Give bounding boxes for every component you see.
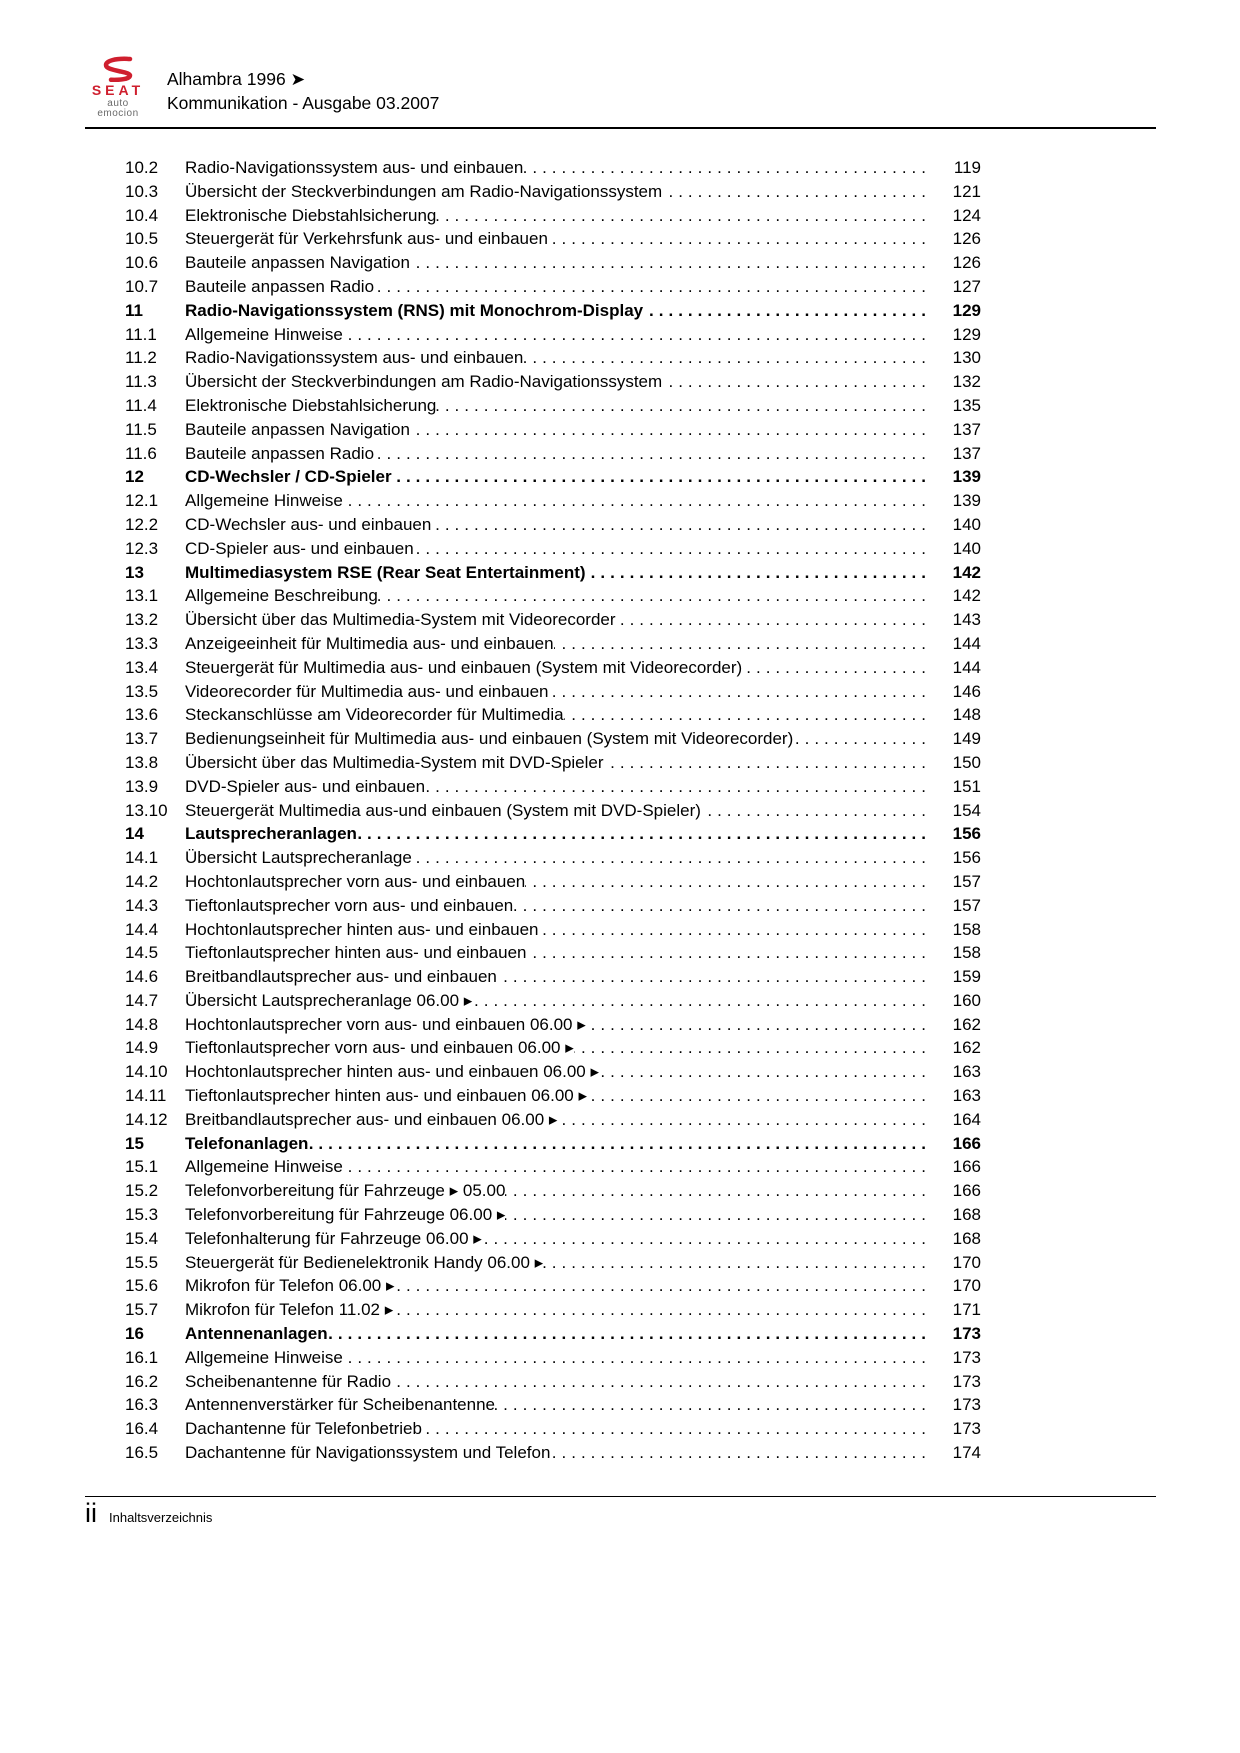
toc-entry-page: 142 bbox=[952, 562, 981, 582]
toc-entry-number: 11.1 bbox=[125, 324, 157, 344]
toc-entry-title: Hochtonlautsprecher hinten aus- und einbauen 06.00 ▸ bbox=[185, 1062, 599, 1082]
toc-entry-page: 159 bbox=[952, 967, 981, 987]
toc-dot-leader bbox=[414, 539, 937, 559]
toc-dot-leader bbox=[523, 348, 937, 368]
toc-dot-leader bbox=[586, 563, 937, 583]
toc-entry-number: 10.6 bbox=[125, 253, 159, 273]
toc-entry-page: 163 bbox=[952, 1062, 981, 1082]
toc-entry-number: 15.7 bbox=[125, 1300, 159, 1320]
toc-entry-page: 151 bbox=[952, 776, 981, 796]
toc-dot-leader bbox=[793, 729, 937, 749]
toc-entry-number: 11.2 bbox=[125, 348, 157, 368]
toc-entry-number: 15.3 bbox=[125, 1205, 159, 1225]
toc-dot-leader bbox=[599, 1062, 937, 1082]
toc-entry-title: Mikrofon für Telefon 06.00 ▸ bbox=[185, 1276, 395, 1296]
toc-entry-number: 15.6 bbox=[125, 1276, 159, 1296]
toc-entry-title: Bauteile anpassen Navigation bbox=[185, 253, 410, 273]
toc-entry-number: 14 bbox=[125, 824, 144, 844]
toc-dot-leader bbox=[587, 1086, 937, 1106]
toc-entry-page: 143 bbox=[952, 610, 981, 630]
toc-entry-title: Antennenanlagen bbox=[185, 1324, 328, 1344]
toc-entry-number: 14.5 bbox=[125, 943, 159, 963]
toc-entry-number: 14.8 bbox=[125, 1014, 159, 1034]
toc-entry-page: 121 bbox=[952, 181, 981, 201]
toc-row bbox=[125, 420, 981, 444]
toc-row bbox=[125, 1110, 981, 1134]
toc-entry-title: Übersicht der Steckverbindungen am Radio-Navigationssystem bbox=[185, 181, 663, 201]
toc-row bbox=[125, 920, 981, 944]
toc-dot-leader bbox=[548, 229, 937, 249]
toc-row bbox=[125, 1348, 981, 1372]
toc-entry-title: Allgemeine Hinweise bbox=[185, 1157, 343, 1177]
toc-entry-title: Tieftonlautsprecher hinten aus- und einbauen 06.00 ▸ bbox=[185, 1086, 588, 1106]
toc-dot-leader bbox=[574, 1038, 937, 1058]
toc-entry-title: Tieftonlautsprecher hinten aus- und einbauen bbox=[185, 943, 527, 963]
toc-row bbox=[125, 563, 981, 587]
toc-row bbox=[125, 1015, 981, 1039]
toc-row bbox=[125, 1134, 981, 1158]
toc-row bbox=[125, 1372, 981, 1396]
toc-row bbox=[125, 967, 981, 991]
toc-entry-page: 162 bbox=[952, 1014, 981, 1034]
page-header bbox=[85, 56, 439, 119]
toc-entry-title: Anzeigeeinheit für Multimedia aus- und einbauen bbox=[185, 633, 554, 653]
toc-entry-title: Videorecorder für Multimedia aus- und einbauen bbox=[185, 681, 549, 701]
toc-entry-page: 150 bbox=[952, 752, 981, 772]
toc-row bbox=[125, 848, 981, 872]
toc-dot-leader bbox=[662, 182, 937, 202]
toc-entry-number: 13.7 bbox=[125, 729, 159, 749]
toc-entry-number: 14.10 bbox=[125, 1062, 168, 1082]
toc-entry-page: 157 bbox=[952, 871, 981, 891]
seat-logo bbox=[85, 56, 151, 119]
toc-row bbox=[125, 586, 981, 610]
toc-entry-page: 132 bbox=[952, 372, 981, 392]
toc-entry-title: Steuergerät Multimedia aus-und einbauen (System mit DVD-Spieler) bbox=[185, 800, 701, 820]
toc-entry-page: 166 bbox=[952, 1157, 981, 1177]
toc-entry-title: Hochtonlautsprecher vorn aus- und einbauen bbox=[185, 871, 526, 891]
toc-row bbox=[125, 705, 981, 729]
toc-entry-number: 14.11 bbox=[125, 1086, 167, 1106]
toc-entry-number: 13.9 bbox=[125, 776, 159, 796]
toc-entry-title: Bedienungseinheit für Multimedia aus- und einbauen (System mit Videorecorder) bbox=[185, 729, 794, 749]
toc-row bbox=[125, 467, 981, 491]
toc-entry-page: 170 bbox=[952, 1252, 981, 1272]
toc-entry-number: 12 bbox=[125, 467, 144, 487]
toc-dot-leader bbox=[425, 777, 937, 797]
toc-dot-leader bbox=[436, 396, 937, 416]
toc-entry-title: Allgemeine Hinweise bbox=[185, 1347, 343, 1367]
toc-entry-page: 144 bbox=[952, 657, 981, 677]
toc-entry-title: Übersicht über das Multimedia-System mit Videorecorder bbox=[185, 610, 616, 630]
toc-entry-page: 129 bbox=[952, 300, 981, 320]
toc-entry-number: 14.3 bbox=[125, 895, 159, 915]
toc-dot-leader bbox=[328, 1324, 937, 1344]
toc-entry-title: Elektronische Diebstahlsicherung bbox=[185, 205, 437, 225]
toc-entry-page: 170 bbox=[952, 1276, 981, 1296]
toc-entry-page: 168 bbox=[952, 1205, 981, 1225]
toc-entry-page: 173 bbox=[952, 1371, 981, 1391]
toc-entry-page: 173 bbox=[952, 1395, 981, 1415]
toc-row bbox=[125, 1276, 981, 1300]
toc-dot-leader bbox=[410, 420, 937, 440]
toc-entry-title: Steuergerät für Multimedia aus- und einbauen (System mit Videorecorder) bbox=[185, 657, 743, 677]
toc-entry-number: 11.5 bbox=[125, 419, 157, 439]
toc-entry-number: 16.3 bbox=[125, 1395, 159, 1415]
toc-entry-title: Lautsprecheranlagen bbox=[185, 824, 357, 844]
toc-dot-leader bbox=[472, 991, 937, 1011]
toc-entry-page: 162 bbox=[952, 1038, 981, 1058]
toc-row bbox=[125, 729, 981, 753]
toc-dot-leader bbox=[308, 1134, 937, 1154]
toc-entry-page: 171 bbox=[952, 1300, 981, 1320]
toc-entry-title: Telefonanlagen bbox=[185, 1133, 309, 1153]
toc-entry-title: Übersicht Lautsprecheranlage 06.00 ▸ bbox=[185, 990, 473, 1010]
toc-entry-title: Scheibenantenne für Radio bbox=[185, 1371, 392, 1391]
toc-dot-leader bbox=[527, 943, 938, 963]
toc-dot-leader bbox=[395, 1276, 937, 1296]
toc-entry-page: 135 bbox=[952, 395, 981, 415]
toc-entry-title: Antennenverstärker für Scheibenantenne bbox=[185, 1395, 495, 1415]
toc-entry-page: 126 bbox=[952, 253, 981, 273]
toc-entry-title: Allgemeine Beschreibung bbox=[185, 586, 378, 606]
toc-entry-number: 14.6 bbox=[125, 967, 159, 987]
toc-entry-title: Radio-Navigationssystem aus- und einbauen bbox=[185, 348, 524, 368]
brand-tagline: auto emocion bbox=[97, 98, 139, 119]
toc-dot-leader bbox=[343, 325, 937, 345]
toc-row bbox=[125, 777, 981, 801]
toc-entry-title: Bauteile anpassen Radio bbox=[185, 276, 375, 296]
toc-entry-page: 124 bbox=[952, 205, 981, 225]
toc-entry-title: DVD-Spieler aus- und einbauen bbox=[185, 776, 426, 796]
brand-text: SEAT bbox=[91, 82, 145, 98]
toc-row bbox=[125, 991, 981, 1015]
toc-entry-page: 140 bbox=[952, 514, 981, 534]
toc-row bbox=[125, 1038, 981, 1062]
toc-entry-page: 139 bbox=[952, 467, 981, 487]
toc-entry-number: 13.1 bbox=[125, 586, 159, 606]
footer-page-number: ii bbox=[85, 1498, 97, 1528]
toc-row bbox=[125, 1062, 981, 1086]
toc-entry-title: CD-Wechsler / CD-Spieler bbox=[185, 467, 392, 487]
toc-dot-leader bbox=[701, 801, 937, 821]
toc-row bbox=[125, 158, 981, 182]
toc-entry-title: Elektronische Diebstahlsicherung bbox=[185, 395, 437, 415]
toc-row bbox=[125, 396, 981, 420]
toc-entry-page: 129 bbox=[952, 324, 981, 344]
footer-divider bbox=[85, 1496, 1156, 1497]
toc-row bbox=[125, 1086, 981, 1110]
toc-entry-title: Allgemeine Hinweise bbox=[185, 324, 343, 344]
toc-entry-page: 126 bbox=[952, 229, 981, 249]
toc-dot-leader bbox=[523, 158, 937, 178]
toc-entry-page: 137 bbox=[952, 443, 981, 463]
toc-dot-leader bbox=[343, 491, 937, 511]
toc-dot-leader bbox=[616, 610, 937, 630]
toc-row bbox=[125, 277, 981, 301]
toc-entry-page: 137 bbox=[952, 419, 981, 439]
toc-row bbox=[125, 253, 981, 277]
toc-entry-title: Radio-Navigationssystem (RNS) mit Monochrom-Display bbox=[185, 300, 644, 320]
toc-dot-leader bbox=[550, 1443, 937, 1463]
toc-entry-title: Multimediasystem RSE (Rear Seat Entertainment) bbox=[185, 562, 586, 582]
toc-entry-title: Dachantenne für Telefonbetrieb bbox=[185, 1419, 422, 1439]
toc-entry-page: 139 bbox=[952, 491, 981, 511]
toc-entry-title: Bauteile anpassen Radio bbox=[185, 443, 375, 463]
toc-row bbox=[125, 801, 981, 825]
toc-entry-page: 173 bbox=[952, 1324, 981, 1344]
toc-entry-number: 15.2 bbox=[125, 1181, 159, 1201]
toc-row bbox=[125, 539, 981, 563]
toc-row bbox=[125, 229, 981, 253]
toc-entry-number: 13.8 bbox=[125, 752, 159, 772]
toc-entry-number: 15.5 bbox=[125, 1252, 159, 1272]
toc-entry-page: 156 bbox=[952, 824, 981, 844]
toc-entry-number: 14.7 bbox=[125, 990, 159, 1010]
toc-entry-title: Hochtonlautsprecher hinten aus- und einbauen bbox=[185, 919, 539, 939]
toc-row bbox=[125, 1157, 981, 1181]
toc-entry-number: 12.2 bbox=[125, 514, 159, 534]
toc-row bbox=[125, 610, 981, 634]
toc-entry-number: 15.1 bbox=[125, 1157, 159, 1177]
toc-entry-page: 157 bbox=[952, 895, 981, 915]
toc-row bbox=[125, 1324, 981, 1348]
toc-entry-number: 13 bbox=[125, 562, 144, 582]
toc-entry-number: 12.3 bbox=[125, 538, 159, 558]
toc-dot-leader bbox=[564, 705, 937, 725]
toc-row bbox=[125, 1205, 981, 1229]
toc-dot-leader bbox=[505, 1205, 937, 1225]
toc-entry-page: 142 bbox=[952, 586, 981, 606]
toc-entry-number: 15.4 bbox=[125, 1228, 159, 1248]
toc-row bbox=[125, 1443, 981, 1467]
toc-row bbox=[125, 634, 981, 658]
toc-dot-leader bbox=[378, 586, 937, 606]
toc-entry-title: Übersicht der Steckverbindungen am Radio-Navigationssystem bbox=[185, 372, 663, 392]
toc-entry-page: 163 bbox=[952, 1086, 981, 1106]
toc-entry-number: 12.1 bbox=[125, 491, 159, 511]
header-title-block bbox=[167, 56, 439, 115]
toc-row bbox=[125, 1229, 981, 1253]
toc-row bbox=[125, 1419, 981, 1443]
toc-row bbox=[125, 1300, 981, 1324]
toc-dot-leader bbox=[662, 372, 937, 392]
toc-row bbox=[125, 1253, 981, 1277]
toc-entry-number: 16.2 bbox=[125, 1371, 159, 1391]
toc-entry-page: 154 bbox=[952, 800, 981, 820]
toc-row bbox=[125, 943, 981, 967]
toc-entry-title: Mikrofon für Telefon 11.02 ▸ bbox=[185, 1300, 394, 1320]
toc-dot-leader bbox=[497, 967, 937, 987]
toc-dot-leader bbox=[742, 658, 937, 678]
toc-dot-leader bbox=[513, 896, 937, 916]
toc-entry-page: 130 bbox=[952, 348, 981, 368]
toc-entry-number: 10.5 bbox=[125, 229, 159, 249]
toc-dot-leader bbox=[604, 753, 937, 773]
toc-row bbox=[125, 372, 981, 396]
toc-entry-title: Telefonvorbereitung für Fahrzeuge 06.00 ▸ bbox=[185, 1205, 506, 1225]
toc-entry-number: 11.6 bbox=[125, 443, 157, 463]
toc-entry-title: Steuergerät für Bedienelektronik Handy 06.00 ▸ bbox=[185, 1252, 544, 1272]
toc-dot-leader bbox=[393, 1300, 937, 1320]
toc-row bbox=[125, 325, 981, 349]
toc-entry-title: Hochtonlautsprecher vorn aus- und einbauen 06.00 ▸ bbox=[185, 1014, 586, 1034]
toc-entry-title: Telefonvorbereitung für Fahrzeuge ▸ 05.00 bbox=[185, 1181, 506, 1201]
toc-entry-number: 14.1 bbox=[125, 848, 159, 868]
model-title: Alhambra 1996 ➤ bbox=[167, 69, 306, 89]
toc-dot-leader bbox=[392, 467, 937, 487]
toc-entry-page: 166 bbox=[952, 1181, 981, 1201]
page-footer bbox=[85, 1498, 212, 1529]
toc-row bbox=[125, 1395, 981, 1419]
toc-row bbox=[125, 348, 981, 372]
toc-entry-title: CD-Wechsler aus- und einbauen bbox=[185, 514, 432, 534]
toc-entry-number: 14.4 bbox=[125, 919, 159, 939]
toc-dot-leader bbox=[374, 444, 937, 464]
toc-entry-number: 16.5 bbox=[125, 1443, 159, 1463]
toc-dot-leader bbox=[431, 515, 937, 535]
toc-entry-number: 10.2 bbox=[125, 158, 159, 177]
toc-entry-number: 14.12 bbox=[125, 1109, 168, 1129]
footer-section-label: Inhaltsverzeichnis bbox=[109, 1510, 213, 1525]
toc-row bbox=[125, 824, 981, 848]
toc-entry-number: 16.4 bbox=[125, 1419, 159, 1439]
toc-row bbox=[125, 491, 981, 515]
toc-row bbox=[125, 753, 981, 777]
toc-entry-page: 173 bbox=[952, 1419, 981, 1439]
toc-entry-number: 10.4 bbox=[125, 205, 159, 225]
toc-dot-leader bbox=[343, 1157, 937, 1177]
toc-entry-number: 13.2 bbox=[125, 610, 159, 630]
toc-list bbox=[125, 158, 981, 1467]
toc-entry-page: 158 bbox=[952, 943, 981, 963]
toc-entry-number: 10.3 bbox=[125, 181, 159, 201]
toc-dot-leader bbox=[357, 824, 937, 844]
toc-entry-title: Breitbandlautsprecher aus- und einbauen bbox=[185, 967, 497, 987]
toc-entry-title: Allgemeine Hinweise bbox=[185, 491, 343, 511]
toc-row bbox=[125, 444, 981, 468]
toc-entry-title: CD-Spieler aus- und einbauen bbox=[185, 538, 414, 558]
toc-entry-title: Steuergerät für Verkehrsfunk aus- und einbauen bbox=[185, 229, 548, 249]
toc-entry-page: 174 bbox=[952, 1443, 981, 1463]
toc-entry-title: Übersicht über das Multimedia-System mit DVD-Spieler bbox=[185, 752, 604, 772]
toc-dot-leader bbox=[549, 682, 937, 702]
toc-entry-number: 13.6 bbox=[125, 705, 159, 725]
toc-entry-number: 13.10 bbox=[125, 800, 168, 820]
toc-row bbox=[125, 896, 981, 920]
seat-s-icon bbox=[99, 56, 137, 82]
toc-entry-page: 119 bbox=[953, 158, 981, 177]
toc-entry-title: Bauteile anpassen Navigation bbox=[185, 419, 410, 439]
toc-entry-title: Übersicht Lautsprecheranlage bbox=[185, 848, 412, 868]
toc-entry-title: Telefonhalterung für Fahrzeuge 06.00 ▸ bbox=[185, 1228, 482, 1248]
toc-entry-number: 10.7 bbox=[125, 276, 159, 296]
toc-entry-page: 166 bbox=[952, 1133, 981, 1153]
toc-row bbox=[125, 682, 981, 706]
header-divider bbox=[85, 127, 1156, 129]
toc-dot-leader bbox=[557, 1110, 937, 1130]
toc-row bbox=[125, 301, 981, 325]
toc-dot-leader bbox=[412, 848, 937, 868]
toc-row bbox=[125, 182, 981, 206]
toc-entry-number: 13.4 bbox=[125, 657, 159, 677]
toc-dot-leader bbox=[543, 1253, 937, 1273]
toc-entry-page: 127 bbox=[952, 276, 981, 296]
toc-row bbox=[125, 515, 981, 539]
toc-entry-title: Breitbandlautsprecher aus- und einbauen 06.00 ▸ bbox=[185, 1109, 558, 1129]
toc-entry-title: Radio-Navigationssystem aus- und einbauen bbox=[185, 158, 524, 177]
toc-entry-page: 149 bbox=[952, 729, 981, 749]
toc-dot-leader bbox=[422, 1419, 937, 1439]
toc-dot-leader bbox=[525, 872, 937, 892]
toc-entry-page: 148 bbox=[952, 705, 981, 725]
toc-row bbox=[125, 206, 981, 230]
toc-entry-page: 168 bbox=[952, 1228, 981, 1248]
toc-dot-leader bbox=[586, 1015, 937, 1035]
toc-dot-leader bbox=[343, 1348, 937, 1368]
toc-entry-page: 140 bbox=[952, 538, 981, 558]
toc-entry-page: 160 bbox=[952, 990, 981, 1010]
toc-entry-number: 14.9 bbox=[125, 1038, 159, 1058]
toc-entry-page: 173 bbox=[952, 1347, 981, 1367]
toc-entry-title: Tieftonlautsprecher vorn aus- und einbauen 06.00 ▸ bbox=[185, 1038, 574, 1058]
toc-entry-page: 146 bbox=[952, 681, 981, 701]
doc-subtitle: Kommunikation - Ausgabe 03.2007 bbox=[167, 92, 440, 113]
toc-dot-leader bbox=[482, 1229, 937, 1249]
toc-dot-leader bbox=[391, 1372, 937, 1392]
toc-entry-title: Tieftonlautsprecher vorn aus- und einbauen bbox=[185, 895, 514, 915]
toc-entry-title: Steckanschlüsse am Videorecorder für Multimedia bbox=[185, 705, 564, 725]
toc-dot-leader bbox=[410, 253, 937, 273]
toc-row bbox=[125, 872, 981, 896]
toc-row bbox=[125, 658, 981, 682]
toc-entry-number: 13.5 bbox=[125, 681, 159, 701]
toc-dot-leader bbox=[505, 1181, 937, 1201]
toc-entry-page: 144 bbox=[952, 633, 981, 653]
toc-entry-page: 164 bbox=[952, 1109, 981, 1129]
toc-entry-page: 158 bbox=[952, 919, 981, 939]
toc-entry-number: 11.3 bbox=[125, 372, 157, 392]
toc-entry-number: 13.3 bbox=[125, 633, 159, 653]
toc-entry-number: 11 bbox=[125, 300, 143, 320]
toc-dot-leader bbox=[495, 1395, 937, 1415]
toc-dot-leader bbox=[554, 634, 937, 654]
toc-dot-leader bbox=[643, 301, 937, 321]
toc-entry-number: 15 bbox=[125, 1133, 144, 1153]
toc-row bbox=[125, 1181, 981, 1205]
toc-entry-title: Dachantenne für Navigationssystem und Telefon bbox=[185, 1443, 551, 1463]
toc-entry-number: 16 bbox=[125, 1324, 144, 1344]
toc-dot-leader bbox=[374, 277, 937, 297]
toc-entry-number: 16.1 bbox=[125, 1347, 159, 1367]
toc-entry-number: 14.2 bbox=[125, 871, 159, 891]
toc-entry-page: 156 bbox=[952, 848, 981, 868]
toc-entry-number: 11.4 bbox=[125, 395, 157, 415]
toc-dot-leader bbox=[436, 206, 937, 226]
toc-dot-leader bbox=[538, 920, 937, 940]
